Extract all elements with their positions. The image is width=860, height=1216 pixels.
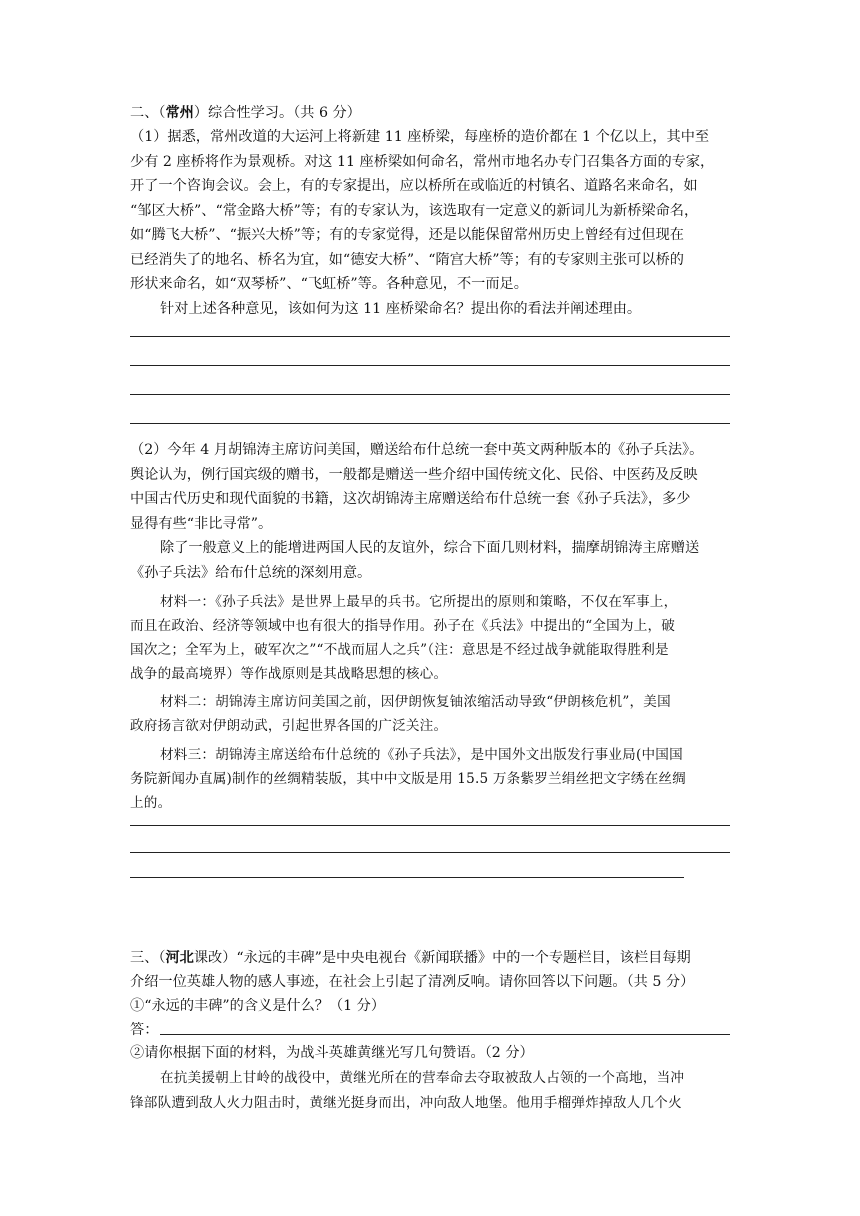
material-2-line: 材料二：胡锦涛主席访问美国之前，因伊朗恢复铀浓缩活动导致“伊朗核危机”，美国 xyxy=(160,694,671,710)
answer-line[interactable] xyxy=(130,365,730,366)
answer-label: 答： xyxy=(130,1022,159,1038)
p1-line: 少有 2 座桥将作为景观桥。对这 11 座桥梁如何命名，常州市地名办专门召集各方面的专家， xyxy=(130,154,715,170)
p2-line: 显得有些“非比寻常”。 xyxy=(130,516,273,532)
p2-line: 舆论认为，例行国宾级的赠书，一般都是赠送一些介绍中国传统文化、民俗、中医药及反映 xyxy=(130,467,698,483)
question-region: 常州 xyxy=(165,105,194,121)
material-1-line: 而且在政治、经济等领域中也有很大的指导作用。孙子在《兵法》中提出的“全国为上，破 xyxy=(130,618,676,634)
material-1-line: 战争的最高境界）等作战原则是其战略思想的核心。 xyxy=(130,666,448,682)
question-number: 三、（ xyxy=(130,950,166,966)
story-line: 锋部队遭到敌人火力阻击时，黄继光挺身而出，冲向敌人地堡。他用手榴弹炸掉敌人几个火 xyxy=(130,1095,682,1111)
material-1-line: 国次之；全军为上，破军次之”“不战而屈人之兵”（注：意思是不经过战争就能取得胜利是 xyxy=(130,642,669,658)
p1-question: 针对上述各种意见，该如何为这 11 座桥梁命名？提出你的看法并阐述理由。 xyxy=(160,301,642,317)
p1-line: 已经消失了的地名、桥名为宜，如“德安大桥”、“隋宫大桥”等；有的专家则主张可以桥的 xyxy=(130,252,684,268)
material-2-line: 政府扬言欲对伊朗动武，引起世界各国的广泛关注。 xyxy=(130,718,448,734)
answer-line[interactable] xyxy=(130,336,730,337)
p1-line: 开了一个咨询会议。会上，有的专家提出，应以桥所在或临近的村镇名、道路名来命名，如 xyxy=(130,178,698,194)
answer-line[interactable] xyxy=(130,825,730,826)
p1-line: 形状来命名，如“双琴桥”、“飞虹桥”等。各种意见，不一而足。 xyxy=(130,276,528,292)
p2-line: 中国古代历史和现代面貌的书籍，这次胡锦涛主席赠送给布什总统一套《孙子兵法》，多少 xyxy=(130,491,691,507)
question-3-title-line2: 介绍一位英雄人物的感人事迹，在社会上引起了清冽反响。请你回答以下问题。（共 5 分） xyxy=(130,974,695,990)
p1-line: （1）据悉，常州改道的大运河上将新建 11 座桥梁，每座桥的造价都在 1 个亿以上，其中至 xyxy=(130,129,710,145)
question-title-text: 课改）“永远的丰碑”是中央电视台《新闻联播》中的一个专题栏目，该栏目每期 xyxy=(193,950,691,966)
material-1-line: 材料一：《孙子兵法》是世界上最早的兵书。它所提出的原则和策略，不仅在军事上， xyxy=(160,594,678,610)
answer-line[interactable] xyxy=(130,394,730,395)
question-3-sub1: ①“永远的丰碑”的含义是什么？（1 分） xyxy=(130,998,386,1014)
p1-line: 如“腾飞大桥”、“振兴大桥”等；有的专家觉得，还是以能保留常州历史上曾经有过但现在 xyxy=(130,227,684,243)
question-3-sub2: ②请你根据下面的材料，为战斗英雄黄继光写几句赞语。（2 分） xyxy=(130,1045,534,1061)
p2-line: （2）今年 4 月胡锦涛主席访问美国，赠送给布什总统一套中英文两种版本的《孙子兵法》。 xyxy=(130,442,704,458)
p2-question-line: 《孙子兵法》给布什总统的深刻用意。 xyxy=(130,565,372,581)
answer-line[interactable] xyxy=(130,852,730,853)
question-title-text: ）综合性学习。（共 6 分） xyxy=(193,105,361,121)
p2-question-line: 除了一般意义上的能增进两国人民的友谊外，综合下面几则材料，揣摩胡锦涛主席赠送 xyxy=(160,540,700,556)
answer-line[interactable] xyxy=(130,877,684,878)
question-2-title xyxy=(130,101,730,126)
question-region: 河北 xyxy=(165,950,194,966)
answer-line[interactable] xyxy=(130,423,730,424)
material-3-line: 上的。 xyxy=(130,795,172,811)
story-line: 在抗美援朝上甘岭的战役中，黄继光所在的营奉命去夺取被敌人占领的一个高地，当冲 xyxy=(160,1070,685,1086)
question-number: 二、（ xyxy=(130,105,166,121)
p1-line: “邹区大桥”、“常金路大桥”等；有的专家认为，该选取有一定意义的新词儿为新桥梁命名， xyxy=(130,203,699,219)
answer-line[interactable] xyxy=(160,1034,730,1035)
material-3-line: 务院新闻办直属)制作的丝绸精装版，其中中文版是用 15.5 万条紫罗兰绢丝把文字绣在丝绸 xyxy=(130,771,686,787)
material-3-line: 材料三：胡锦涛主席送给布什总统的《孙子兵法》，是中国外文出版发行事业局(中国国 xyxy=(160,747,683,763)
question-3-title xyxy=(130,946,730,971)
